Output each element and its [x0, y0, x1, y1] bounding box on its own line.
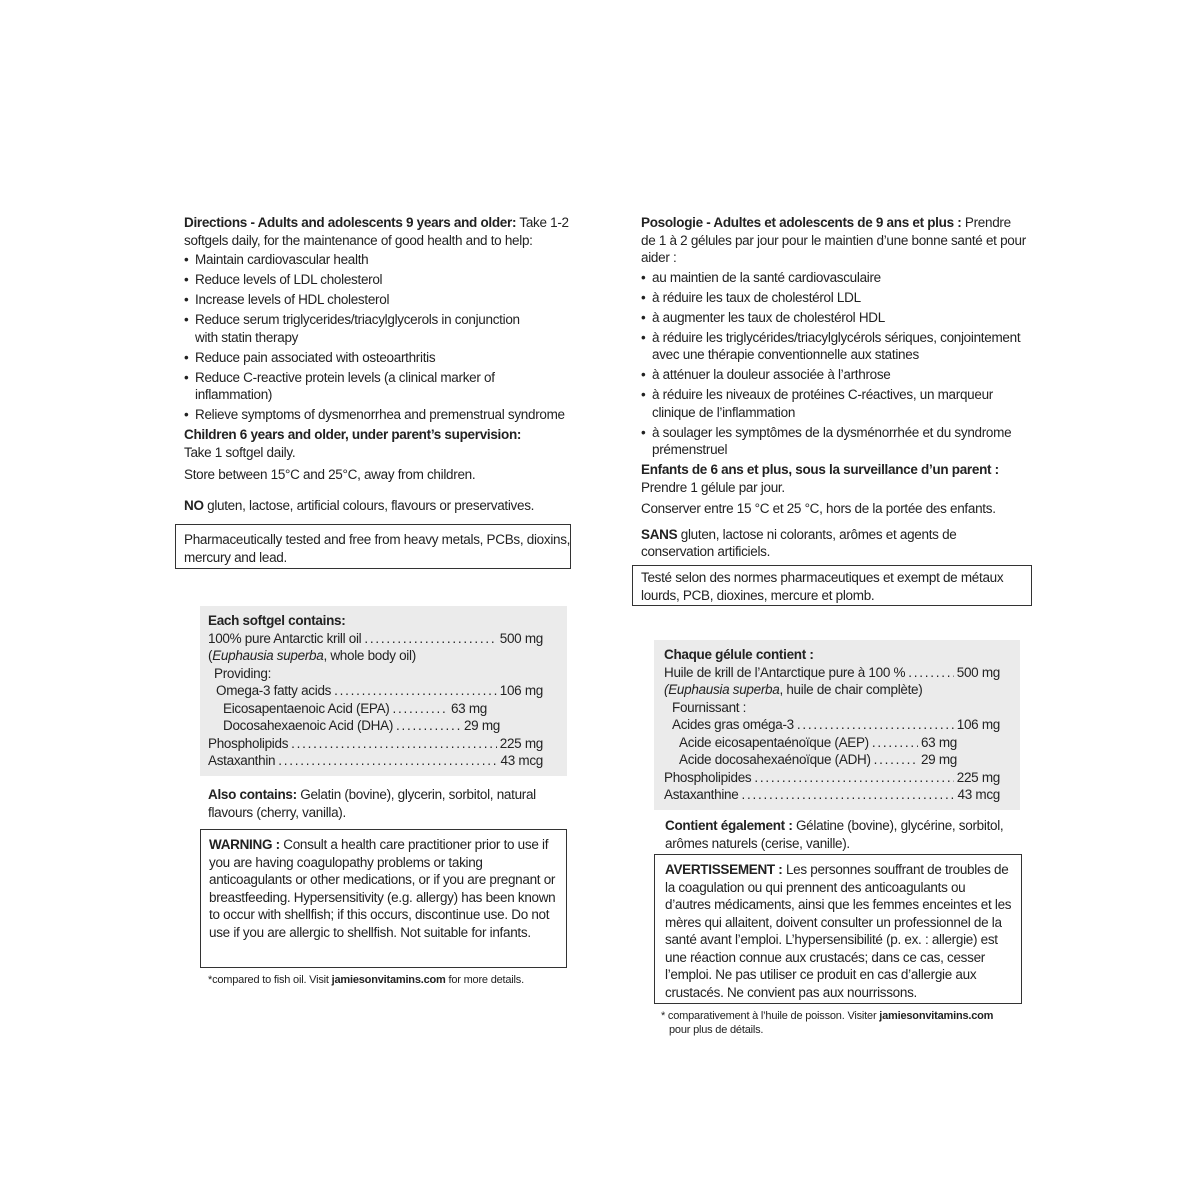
storage-text: Store between 15°C and 25°C, away from children.: [184, 467, 476, 482]
ingredient-row-epa: Acide eicosapentaénoïque (AEP) . . . 63 mg: [664, 734, 957, 752]
english-directions-column: [184, 214, 584, 514]
ingredient-row-dha: Acide docosahexaénoïque (ADH) . . . 29 mg: [664, 751, 957, 769]
uses-list: [641, 269, 1041, 459]
ingredients-title: Chaque gélule contient :: [664, 647, 814, 662]
species-note: (Euphausia superba, whole body oil): [208, 648, 416, 663]
ingredient-row-omega3: Omega-3 fatty acids . . . 106 mg: [208, 682, 543, 700]
list-item: • à soulager les symptômes de la dysménorrhée et du syndrome prémenstruel: [641, 424, 1042, 459]
ingredient-row-astaxanthin: Astaxanthin . . . 43 mcg: [208, 752, 543, 770]
list-item: • Increase levels of HDL cholesterol: [184, 291, 584, 309]
children-text: Take 1 softgel daily.: [184, 444, 296, 460]
free-from-list: gluten, lactose ni colorants, arômes et agents de conservation artificiels.: [641, 526, 957, 559]
list-item: • au maintien de la santé cardiovasculaire: [641, 269, 1041, 287]
list-item: • Reduce pain associated with osteoarthritis: [184, 349, 584, 367]
list-item: • Reduce C-reactive protein levels (a clinical marker of inflammation): [184, 369, 510, 404]
also-contains-text: Gelatin (bovine), glycerin, sorbitol, natural flavours (cherry, vanilla).: [208, 787, 536, 820]
also-contains-heading: Contient également :: [665, 818, 793, 833]
directions-text: Take 1-2 softgels daily, for the maintenance of good health and to help:: [184, 215, 569, 248]
ingredient-row-dha: Docosahexaenoic Acid (DHA) . . . 29 mg: [208, 717, 500, 735]
french-also-contains: [665, 817, 1015, 852]
website-link[interactable]: jamiesonvitamins.com: [331, 974, 446, 986]
english-ingredients-panel: [200, 606, 567, 776]
directions-heading: Directions - Adults and adolescents 9 years and older:: [184, 215, 517, 230]
species-note: (Euphausia superba, huile de chair complète): [664, 682, 923, 697]
directions-text: Prendre de 1 à 2 gélules par jour pour le maintien d’une bonne santé et pour aider :: [641, 215, 1026, 265]
free-from-text: [184, 497, 584, 515]
website-link[interactable]: jamiesonvitamins.com: [879, 1010, 994, 1022]
warning-text: Consult a health care practitioner prior to use if you are having coagulopathy problems or taking anticoagulants or other medications, or if you are pregnant or breastfeeding. Hypersensitivity (e.g. allergy) has been known to occur with shellfish; if this occurs, discontinue use. Do not use if you are allergic to shellfish. Not suitable for infants.: [209, 837, 556, 940]
list-item: • à réduire les niveaux de protéines C-réactives, un marqueur clinique de l’inflammation: [641, 386, 1012, 421]
list-item: • Reduce serum triglycerides/triacylglycerols in conjunction with statin therapy: [184, 311, 540, 346]
directions-heading: Posologie - Adultes et adolescents de 9 ans et plus :: [641, 215, 962, 230]
free-from-text: [641, 526, 971, 561]
tested-text: Testé selon des normes pharmaceutiques et exempt de métaux lourds, PCB, dioxines, mercure et plomb.: [641, 570, 1004, 603]
also-contains-text: Gélatine (bovine), glycérine, sorbitol, arômes naturels (cerise, vanille).: [665, 818, 1004, 851]
ingredient-row-phospholipids: Phospholipides . . . 225 mg: [664, 769, 1000, 787]
free-from-heading: NO: [184, 497, 204, 513]
directions-paragraph: [641, 214, 1026, 267]
english-warning-box: [200, 829, 567, 968]
french-tested-box: [632, 565, 1032, 606]
warning-heading: AVERTISSEMENT :: [665, 862, 783, 877]
directions-paragraph: [184, 214, 584, 249]
warning-text: Les personnes souffrant de troubles de la coagulation ou qui prennent des anticoagulants ou d’autres médicaments, ainsi que les femmes enceintes et les mères qui allaitent, doivent consulter un professionnel de la santé avant l’emploi. L’hypersensibilité (p. ex. : allergie) est une réaction connue aux crustacés; dans ce cas, cesser l’emploi. Ne pas utiliser ce produit en cas d’allergie aux crustacés. Ne convient pas aux nourrissons.: [665, 862, 1012, 1000]
list-item: • à augmenter les taux de cholestérol HDL: [641, 309, 1041, 327]
children-heading: Children 6 years and older, under parent’s supervision:: [184, 427, 522, 442]
list-item: • à réduire les taux de cholestérol LDL: [641, 289, 1041, 307]
ingredient-row-phospholipids: Phospholipids . . . 225 mg: [208, 735, 543, 753]
ingredient-row-omega3: Acides gras oméga-3 . . . 106 mg: [664, 716, 1000, 734]
also-contains-heading: Also contains:: [208, 787, 297, 802]
children-heading: Enfants de 6 ans et plus, sous la surveillance d’un parent :: [641, 462, 999, 477]
children-text: Prendre 1 gélule par jour.: [641, 479, 785, 495]
ingredient-row-astaxanthin: Astaxanthine . . . 43 mcg: [664, 786, 1000, 804]
storage-text: Conserver entre 15 °C et 25 °C, hors de la portée des enfants.: [641, 501, 996, 516]
english-tested-box: [175, 524, 571, 569]
ingredient-row-epa: Eicosapentaenoic Acid (EPA) . . . 63 mg: [208, 700, 487, 718]
french-warning-box: [654, 854, 1022, 1004]
english-footnote: *compared to fish oil. Visit jamiesonvitamins.com for more details.: [208, 974, 524, 986]
ingredient-row-krill-oil: Huile de krill de l’Antarctique pure à 100 % . . . 500 mg: [664, 664, 1000, 682]
french-footnote: * comparativement à l’huile de poisson. Visiter jamiesonvitamins.com pour plus de détails.: [661, 1010, 994, 1036]
english-also-contains: [208, 786, 558, 821]
list-item: • Maintain cardiovascular health: [184, 251, 584, 269]
french-ingredients-panel: [654, 640, 1020, 810]
ingredients-title: Each softgel contains:: [208, 613, 346, 628]
uses-list: [184, 251, 584, 424]
free-from-list: gluten, lactose, artificial colours, flavours or preservatives.: [203, 497, 535, 513]
providing-label: Fournissant :: [672, 699, 747, 715]
list-item: • Reduce levels of LDL cholesterol: [184, 271, 584, 289]
tested-text: Pharmaceutically tested and free from heavy metals, PCBs, dioxins, mercury and lead.: [184, 532, 571, 565]
ingredient-row-krill-oil: 100% pure Antarctic krill oil . . . 500 mg: [208, 630, 543, 648]
list-item: • à réduire les triglycérides/triacylglycérols sériques, conjointement avec une thérapie conventionnelle aux statines: [641, 329, 1041, 364]
french-directions-column: [641, 214, 1041, 561]
list-item: • Relieve symptoms of dysmenorrhea and premenstrual syndrome: [184, 406, 584, 424]
providing-label: Providing:: [214, 665, 272, 681]
free-from-heading: SANS: [641, 526, 678, 542]
list-item: • à atténuer la douleur associée à l’arthrose: [641, 366, 1041, 384]
warning-heading: WARNING :: [209, 837, 280, 852]
